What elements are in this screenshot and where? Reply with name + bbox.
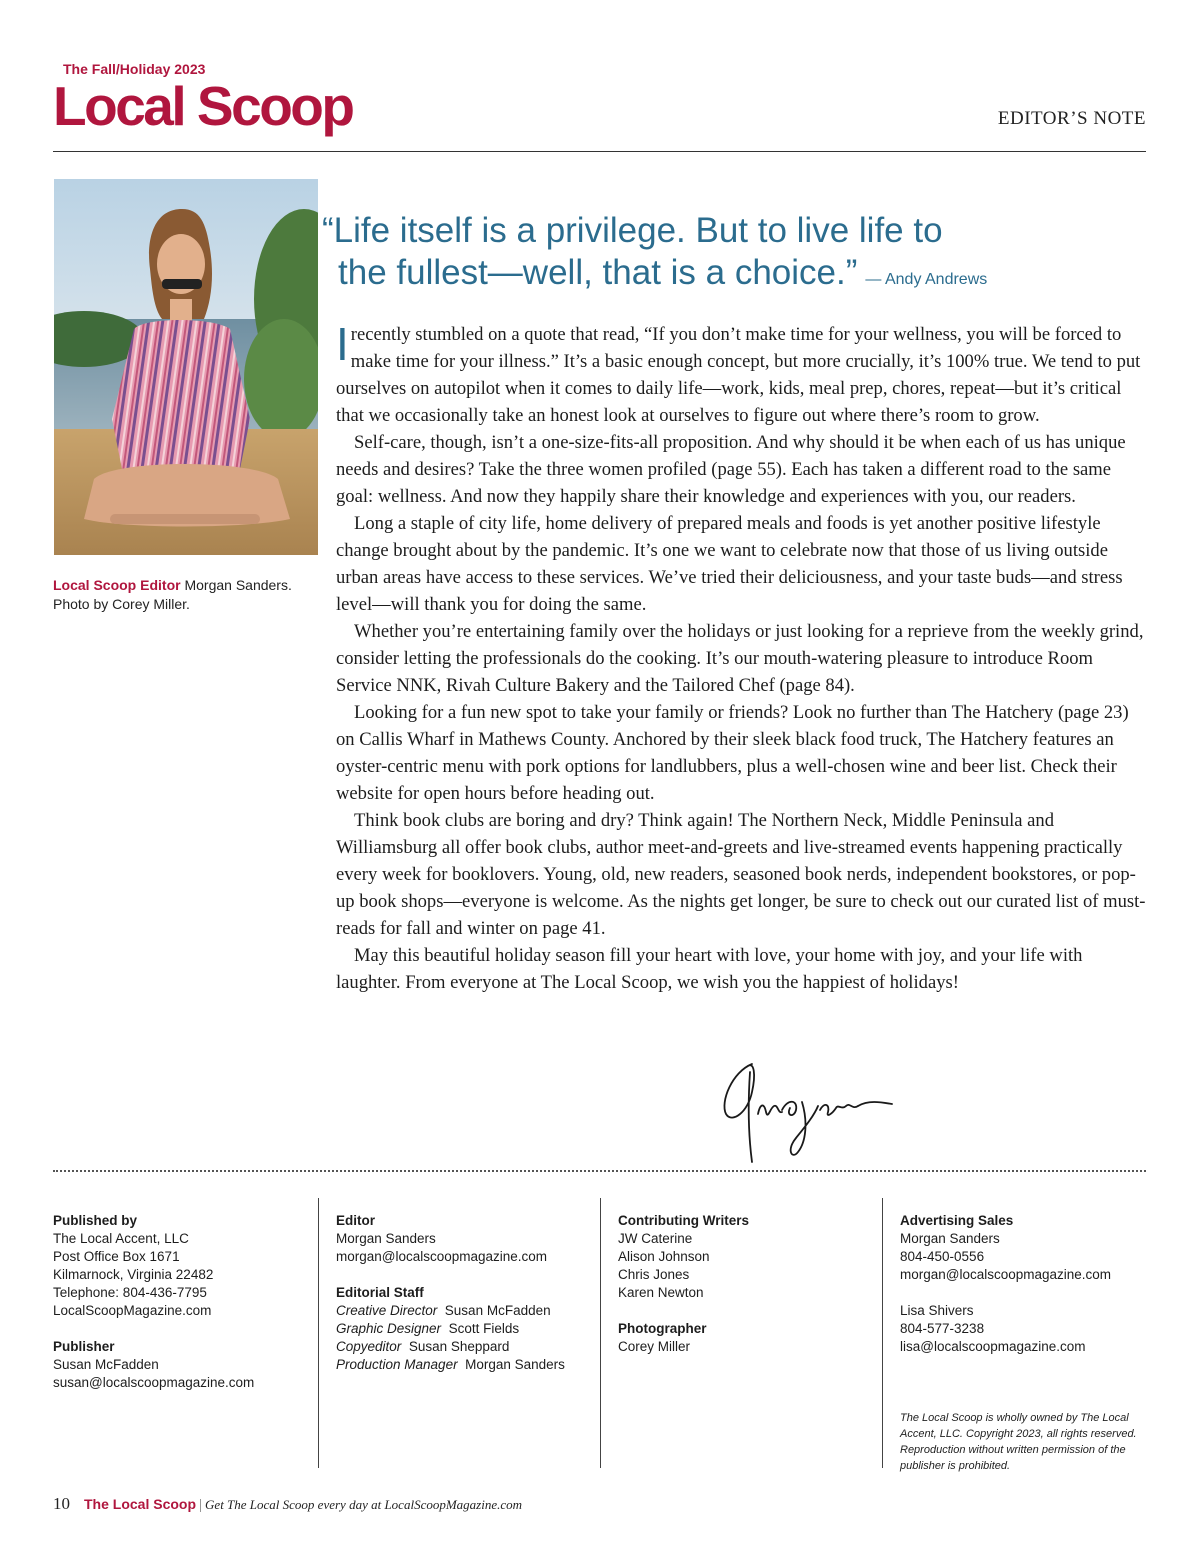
editor-photo <box>54 179 318 555</box>
photographer-heading: Photographer <box>618 1321 707 1336</box>
copyright-notice: The Local Scoop is wholly owned by The Local Accent, LLC. Copyright 2023, all rights reserved. Reproduction without written permission of the publisher is prohibited. <box>900 1412 1137 1472</box>
header-divider <box>53 151 1146 152</box>
editor-heading: Editor <box>336 1213 375 1228</box>
staff-column-advertising <box>900 1212 1150 1356</box>
published-by-line: Kilmarnock, Virginia 22482 <box>53 1267 214 1282</box>
quote-line-1: “Life itself is a privilege. But to live life to <box>322 211 943 250</box>
editor-line: morgan@localscoopmagazine.com <box>336 1249 548 1264</box>
caption-highlight: Local Scoop Editor <box>53 577 181 593</box>
photographer-name: Corey Miller <box>618 1339 691 1354</box>
advertising-line: morgan@localscoopmagazine.com <box>900 1267 1112 1282</box>
advertising-heading: Advertising Sales <box>900 1213 1014 1228</box>
staff-box-divider <box>53 1170 1146 1172</box>
caption-name: Morgan Sanders. <box>180 577 292 593</box>
editor-signature <box>712 1052 902 1172</box>
publisher-heading: Publisher <box>53 1339 115 1354</box>
staff-column-editorial <box>336 1212 596 1374</box>
footer-brand: The Local Scoop <box>84 1496 197 1512</box>
article-paragraph: Looking for a fun new spot to take your family or friends? Look no further than The Hatchery (page 23) on Callis Wharf in Mathews County. Anchored by their sleek black food truck, The Hatchery features an oyster-centric menu with pork options for landlubbers, plus a well-chosen wine and beer list. Check their website for open hours before heading out. <box>336 702 1129 804</box>
publisher-line: susan@localscoopmagazine.com <box>53 1375 255 1390</box>
issue-label: The Fall/Holiday 2023 <box>63 61 206 77</box>
article-paragraph: Think book clubs are boring and dry? Think again! The Northern Neck, Middle Peninsula and Williamsburg all offer book clubs, author meet-and-greets and live-streamed events happening practically every week for booklovers. Young, old, new readers, seasoned book nerds, independent bookstores, or pop-up book shops—everyone is welcome. As the nights get longer, be sure to check out our curated list of must-reads for fall and winter on page 41. <box>336 810 1146 939</box>
article-paragraph: Long a staple of city life, home delivery of prepared meals and foods is yet another positive lifestyle change brought about by the pandemic. It’s one we want to celebrate now that those of us living outside urban areas have access to these services. We’ve tried their deliciousness, and your taste buds—and stress level—will thank you for doing the same. <box>336 513 1123 615</box>
editorial-staff-heading: Editorial Staff <box>336 1285 424 1300</box>
writer-name: Karen Newton <box>618 1285 704 1300</box>
advertising-line: Morgan Sanders <box>900 1231 1000 1246</box>
published-by-line: LocalScoopMagazine.com <box>53 1303 212 1318</box>
staff-role-line: Production Manager Morgan Sanders <box>336 1357 565 1372</box>
footer-tagline: Get The Local Scoop every day at LocalScoopMagazine.com <box>205 1497 523 1512</box>
quote-line-2: the fullest—well, that is a choice.” <box>338 253 858 292</box>
footer-separator: | <box>199 1497 203 1513</box>
staff-column-publishing <box>53 1212 303 1392</box>
advertising-line: 804-577-3238 <box>900 1321 985 1336</box>
advertising-line: lisa@localscoopmagazine.com <box>900 1339 1086 1354</box>
pull-quote <box>322 210 1162 301</box>
section-title: EDITOR’S NOTE <box>997 108 1146 129</box>
article-paragraph: Self-care, though, isn’t a one-size-fits-all proposition. And why should it be when each of us has unique needs and desires? Take the three women profiled (page 55). Each has taken a different road to the same goal: wellness. And now they happily share their knowledge and experiences with you, our readers. <box>336 432 1126 507</box>
staff-role-line: Graphic Designer Scott Fields <box>336 1321 520 1336</box>
published-by-heading: Published by <box>53 1213 138 1228</box>
caption-credit: Photo by Corey Miller. <box>53 596 190 612</box>
published-by-line: Post Office Box 1671 <box>53 1249 180 1264</box>
article-paragraph: Whether you’re entertaining family over the holidays or just looking for a reprieve from the weekly grind, consider letting the professionals do the cooking. It’s our mouth-watering pleasure to introduce Room Service NNK, Rivah Culture Bakery and the Tailored Chef (page 84). <box>336 621 1144 696</box>
column-rule <box>600 1198 601 1468</box>
staff-role-line: Creative Director Susan McFadden <box>336 1303 551 1318</box>
brand-logo: Local Scoop <box>53 75 353 137</box>
photo-caption <box>53 576 323 614</box>
editor-line: Morgan Sanders <box>336 1231 436 1246</box>
page-number: 10 <box>53 1494 70 1513</box>
contributing-writers-heading: Contributing Writers <box>618 1213 749 1228</box>
advertising-line: 804-450-0556 <box>900 1249 985 1264</box>
writer-name: Alison Johnson <box>618 1249 710 1264</box>
article-paragraph: Irecently stumbled on a quote that read, “If you don’t make time for your wellness, you will be forced to make time for your illness.” It’s a basic enough concept, but more crucially, it’s 100% true. We tend to put ourselves on autopilot when it comes to daily life—work, kids, meal prep, chores, repeat—but it’s critical that we occasionally take an honest look at ourselves to figure out where there’s room to grow. <box>336 318 1141 426</box>
page-footer <box>53 1494 522 1514</box>
drop-cap: I <box>336 318 349 370</box>
quote-attribution: — Andy Andrews <box>865 271 988 288</box>
publisher-line: Susan McFadden <box>53 1357 159 1372</box>
column-rule <box>882 1198 883 1468</box>
column-rule <box>318 1198 319 1468</box>
writer-name: Chris Jones <box>618 1267 690 1282</box>
published-by-line: Telephone: 804-436-7795 <box>53 1285 207 1300</box>
staff-column-contributors <box>618 1212 868 1356</box>
article-body <box>336 318 1148 996</box>
article-paragraph: May this beautiful holiday season fill your heart with love, your home with joy, and your life with laughter. From everyone at The Local Scoop, we wish you the happiest of holidays! <box>336 945 1083 993</box>
writer-name: JW Caterine <box>618 1231 693 1246</box>
published-by-line: The Local Accent, LLC <box>53 1231 189 1246</box>
staff-role-line: Copyeditor Susan Sheppard <box>336 1339 510 1354</box>
advertising-line: Lisa Shivers <box>900 1303 974 1318</box>
